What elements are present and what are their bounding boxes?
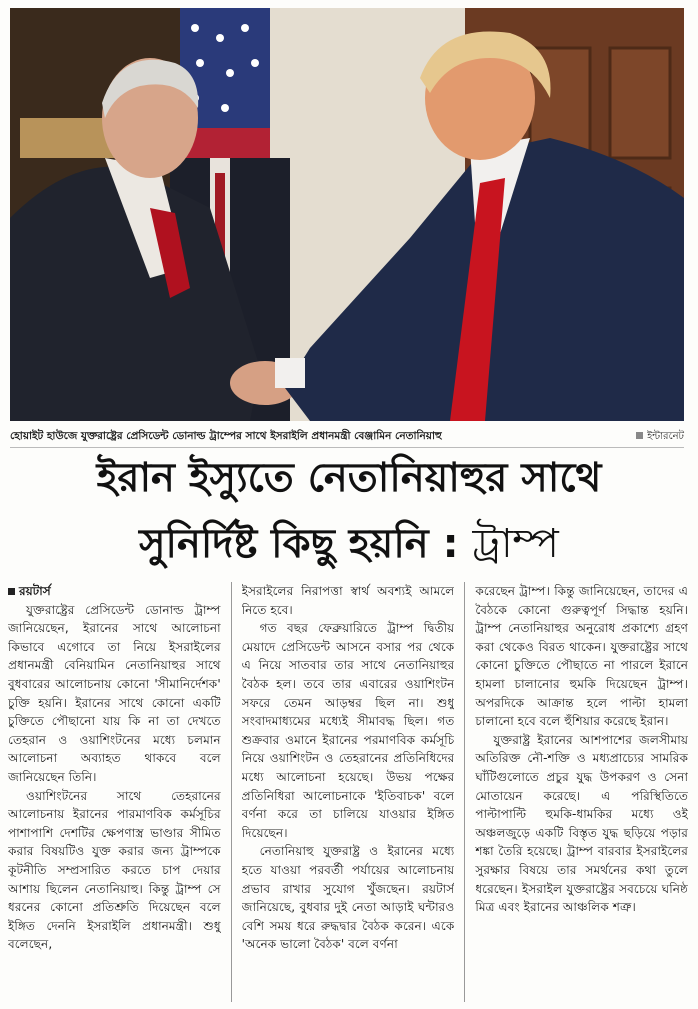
paragraph: যুক্তরাষ্ট্র ইরানের আশপাশের জলসীমায় অতিরিক্ত নৌ-শক্তি ও মধ্যপ্রাচ্যের সামরিক ঘাঁটিগুলোতে প্রচুর যুদ্ধ উপকরণ ও সেনা মোতায়েন করেছে। এ পরিস্থিতিতে পাল্টাপাল্টি হুমকি-ধামকির মধ্যে ওই অঞ্চলজুড়ে একটি বিস্তৃত যুদ্ধ ছড়িয়ে পড়ার শঙ্কা তৈরি হয়েছে। ট্রাম্প বারবার ইসরাইলের সুরক্ষার বিষয়ে তার সমর্থনের কথা তুলে ধরেছেন। ইসরাইল যুক্তরাষ্ট্রের সবচেয়ে ঘনিষ্ঠ মিত্র এবং ইরানের আঞ্চলিক শত্রু।: [475, 732, 689, 915]
photo-credit-text: ইন্টারনেট: [647, 430, 684, 442]
byline: [8, 582, 221, 601]
article-column-3: [475, 582, 688, 1002]
headline-main: সুনির্দিষ্ট কিছু হয়নি :: [139, 521, 459, 567]
article-body: [8, 582, 688, 1002]
photo-caption-row: [10, 427, 684, 448]
headline-author: ট্রাম্প: [472, 521, 559, 567]
paragraph: করেছেন ট্রাম্প। কিন্তু জানিয়েছেন, তাদের এ বৈঠকে কোনো গুরুত্বপূর্ণ সিদ্ধান্ত হয়নি। ট্রাম্প নেতানিয়াহুর অনুরোধ প্রকাশ্যে গ্রহণ করা থেকেও বিরত থাকেন। যুক্তরাষ্ট্রের সাথে কোনো চুক্তিতে পৌছাতে না পারলে ইরানে হামলা চালানোর হুমকি দিয়েছেন ট্রাম্প। অপরদিকে আক্রান্ত হলে পাল্টা হামলা চালানো হবে বলে হুঁশিয়ার করেছে ইরান।: [475, 584, 689, 729]
square-bullet-icon: [636, 432, 643, 439]
photo-caption: হোয়াইট হাউজে যুক্তরাষ্ট্রের প্রেসিডেন্ট ডোনাল্ড ট্রাম্পের সাথে ইসরাইলি প্রধানমন্ত্রী বেঞ্জামিন নেতানিয়াহু: [10, 429, 442, 442]
byline-text: রয়টার্স: [19, 584, 51, 598]
article-column-1: [8, 582, 221, 1002]
article-column-2: [242, 582, 455, 1002]
column-divider: [464, 582, 465, 1002]
paragraph: ইসরাইলের নিরাপত্তা স্বার্থ অবশ্যই আমলে নিতে হবে।: [241, 584, 455, 617]
square-bullet-icon: [8, 588, 15, 595]
news-photo: [10, 8, 684, 421]
headline-line-2: [0, 521, 698, 567]
photo-credit: [636, 429, 684, 446]
headline-line-1: ইরান ইস্যুতে নেতানিয়াহুর সাথে: [96, 455, 602, 501]
paragraph: গত বছর ফেব্রুয়ারিতে ট্রাম্প দ্বিতীয় মেয়াদে প্রেসিডেন্ট আসনে বসার পর থেকে এ নিয়ে সাতবার তার সাথে নেতানিয়াহুর বৈঠক হল। তবে তার এবারের ওয়াশিংটন সফরে তেমন আড়ম্বর ছিল না। শুধু সংবাদমাধ্যমের মধ্যেই সীমাবদ্ধ ছিল। গত শুক্রবার ওমানে ইরানের পরমাণবিক কর্মসূচি নিয়ে ওয়াশিংটন ও তেহরানের প্রতিনিধিদের মধ্যে আলোচনা হয়েছে। উভয় পক্ষের প্রতিনিধিরা আলোচনাকে 'ইতিবাচক' বলে বর্ণনা করে তা চালিয়ে যাওয়ার ইঙ্গিত দিয়েছেন।: [241, 621, 455, 840]
column-divider: [231, 582, 232, 1002]
paragraph: যুক্তরাষ্ট্রের প্রেসিডেন্ট ডোনাল্ড ট্রাম্প জানিয়েছেন, ইরানের সাথে আলোচনা কিভাবে এগোবে তা নিয়ে ইসরাইলের প্রধানমন্ত্রী বেনিয়ামিন নেতানিয়াহুর সাথে বুধবারের আলোচনায় কোনো 'সীমানির্দেশক' চুক্তি হয়নি। ইরানের সাথে কোনো একটি চুক্তিতে পৌছানো যায় কি না তা দেখতে তেহরান ও ওয়াশিংটনের মধ্যে চলমান আলোচনা অব্যাহত থাকবে বলে জানিয়েছেন তিনি।: [8, 602, 221, 784]
paragraph: নেতানিয়াহু যুক্তরাষ্ট্র ও ইরানের মধ্যে হতে যাওয়া পরবর্তী পর্যায়ের আলোচনায় প্রভাব রাখার সুযোগ খুঁজছেন। রয়টার্স জানিয়েছে, বুধবার দুই নেতা আড়াই ঘন্টারও বেশি সময় ধরে রুদ্ধদ্বার বৈঠক করেন। একে 'অনেক ভালো বৈঠক' বলে বর্ণনা: [241, 844, 455, 952]
paragraph: ওয়াশিংটনের সাথে তেহরানের আলোচনায় ইরানের পারমাণবিক কর্মসূচির পাশাপাশি দেশটির ক্ষেপণাস্ত্র ভাণ্ডার সীমিত করার বিষয়টিও যুক্ত করার জন্য ট্রাম্পকে কূটনীতি সম্প্রসারিত করতে চাপ দেয়ার আশায় ছিলেন নেতানিয়াহু। কিন্তু ট্রাম্প সে ধরনের কোনো প্রতিশ্রুতি দিয়েছেন বলে ইঙ্গিত দেননি ইসরাইলি প্রধানমন্ত্রী। শুধু বলেছেন,: [8, 788, 221, 952]
